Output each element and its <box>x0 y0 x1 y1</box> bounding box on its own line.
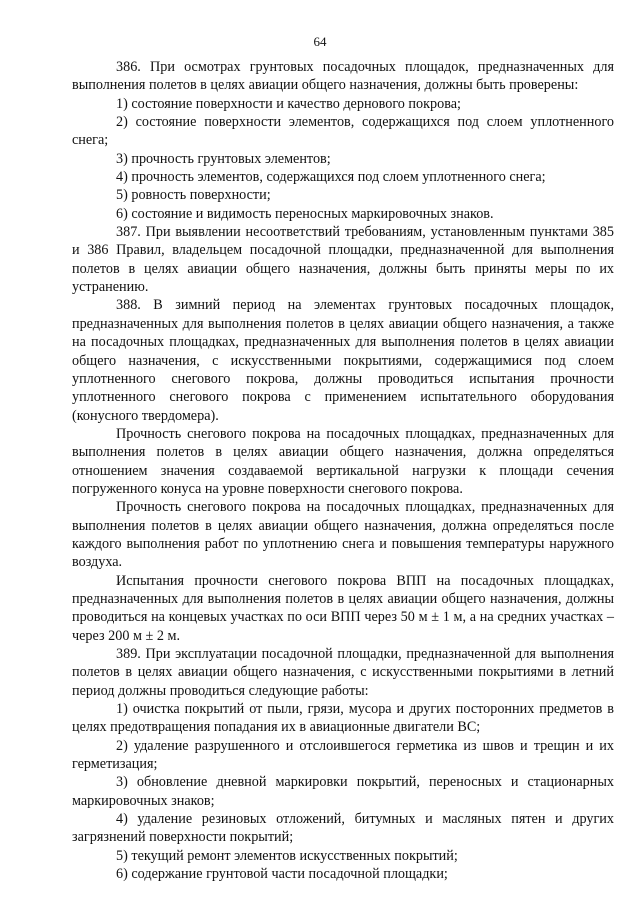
paragraph: Прочность снегового покрова на посадочных площадках, предназначенных для выполнения полетов в целях авиации общего назначения, должна определяться после каждого выполнения работ по уплотнению снега и повышения температуры наружного воздуха. <box>72 499 614 571</box>
paragraph-387: 387. При выявлении несоответствий требованиям, установленным пунктами 385 и 386 Правил, владельцем посадочной площадки, предназначенной для выполнения полетов в целях авиации общего назначения, должны быть приняты меры по их устранению. <box>72 224 614 296</box>
list-item: 4) прочность элементов, содержащихся под слоем уплотненного снега; <box>116 169 546 186</box>
list-item: 1) очистка покрытий от пыли, грязи, мусора и других посторонних предметов в целях предотвращения попадания их в авиационные двигатели ВС; <box>72 701 614 736</box>
list-item: 6) содержание грунтовой части посадочной площадки; <box>116 866 448 883</box>
list-item: 6) состояние и видимость переносных маркировочных знаков. <box>116 205 494 222</box>
list-item: 5) ровность поверхности; <box>116 187 271 204</box>
paragraph: Испытания прочности снегового покрова ВПП на посадочных площадках, предназначенных для выполнения полетов в целях авиации общего назначения, должны проводиться на концевых участках по оси ВПП через 50 м ± 1 м, а на средних участках – через 200 м ± 2 м. <box>72 572 614 644</box>
list-item: 4) удаление резиновых отложений, битумных и масляных пятен и других загрязнений поверхности покрытий; <box>72 811 614 846</box>
list-item: 3) прочность грунтовых элементов; <box>116 150 331 167</box>
page-number: 64 <box>313 34 327 49</box>
list-item: 3) обновление дневной маркировки покрытий, переносных и стационарных маркировочных знаков; <box>72 774 614 809</box>
paragraph-389: 389. При эксплуатации посадочной площадки, предназначенной для выполнения полетов в целях авиации общего назначения, с искусственными покрытиями в летний период должны проводиться следующие работы: <box>72 646 614 699</box>
list-item: 2) удаление разрушенного и отслоившегося герметика из швов и трещин и их герметизация; <box>72 737 614 773</box>
list-item: 2) состояние поверхности элементов, содержащихся под слоем уплотненного снега; <box>72 114 614 149</box>
paragraph: Прочность снегового покрова на посадочных площадках, предназначенных для выполнения полетов в целях авиации общего назначения, должна определяться отношением значения создаваемой вертикальной нагрузки к площади сечения погруженного конуса на уровне поверхности снегового покрова. <box>72 425 614 497</box>
paragraph-388: 388. В зимний период на элементах грунтовых посадочных площадок, предназначенных для выполнения полетов в целях авиации общего назначения, а также на посадочных площадках, предназначенных для выполнения полетов в целях авиации общего назначения, с искусственными покрытиями, содержащимися под слоем уплотненного снегового покрова, должны проводиться испытания прочности уплотненного снегового покрова с применением испытательного оборудования (конусного твердомера). <box>72 297 614 424</box>
document-body <box>72 58 614 883</box>
list-item: 1) состояние поверхности и качество дернового покрова; <box>116 95 461 112</box>
paragraph-386: 386. При осмотрах грунтовых посадочных площадок, предназначенных для выполнения полетов в целях авиации общего назначения, должны быть проверены: <box>72 59 614 94</box>
list-item: 5) текущий ремонт элементов искусственных покрытий; <box>116 847 458 864</box>
